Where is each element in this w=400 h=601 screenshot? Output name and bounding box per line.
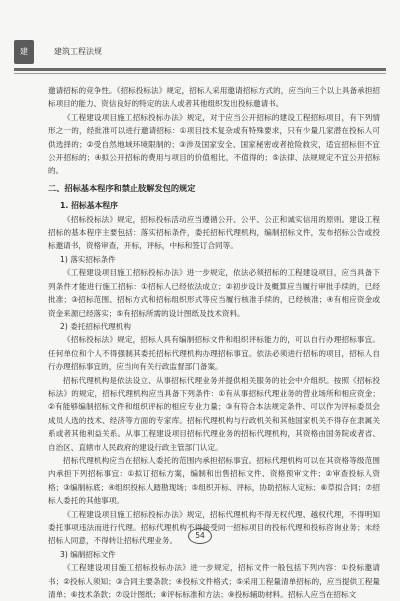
- paragraph: 招标代理机构应当在招标人委托的范围内承担招标事宜。招标代理机构可以在其资格等级范围内承担下列招标事宜：①拟订招标方案，编制和出售招标文件、资格预审文件；②审查投标人资格；③编制标底；④组织投标人踏勘现场；⑤组织开标、评标，协助招标人定标；⑥草拟合同；⑦招标人委托的其他事项。: [48, 455, 380, 506]
- page-body: [48, 84, 380, 601]
- paragraph: 招标代理机构是依法设立、从事招标代理业务并提供相关服务的社会中介组织。按照《招标投标法》的规定，招标代理机构应当具备下列条件：①有从事招标代理业务的营业场所和相应资金；②有能够编制招标文件和组织评标的相应专业力量；③有符合本法规定条件、可以作为评标委员会成员人选的技术、经济等方面的专家库。招标代理机构与行政机关和其他国家机关不得存在隶属关系或者其他利益关系。从事工程建设项目招标代理业务的招标代理机构，其资格由国务院或者省、自治区、直辖市人民政府的建设行政主管部门认定。: [48, 375, 380, 452]
- item-heading: 3) 编制招标文件: [60, 549, 116, 559]
- paragraph: 《工程建设项目施工招标投标办法》进一步规定，招标文件一般包括下列内容：①投标邀请书；②投标人须知；③合同主要条款；④投标文件格式；⑤采用工程量清单招标的，应当提供工程量清单；⑥技术条款；⑦设计图纸；⑧评标标准和方法；⑨投标辅助材料。招标人应当在招标文: [48, 563, 380, 600]
- item-heading: 2) 委托招标代理机构: [60, 321, 131, 331]
- paragraph: 《工程建设项目施工招标投标办法》进一步规定，依法必须招标的工程建设项目，应当具备下列条件才能进行施工招标：①招标人已经依法成立；②初步设计及概算应当履行审批手续的，已经批准；③招标范围、招标方式和招标组织形式等应当履行核准手续的，已经核准；④有相应资金或资金来源已经落实；⑤有招标所需的设计图纸及技术资料。: [48, 268, 380, 318]
- page-number: 54: [188, 528, 212, 544]
- page-header: [0, 40, 400, 74]
- item-heading: 1) 落实招标条件: [60, 254, 116, 264]
- book-title: 建筑工程法规: [54, 47, 102, 56]
- paragraph: 《招标投标法》规定，招标人具有编制招标文件和组织评标能力的，可以自行办理招标事宜。任何单位和个人不得强制其委托招标代理机构办理招标事宜。依法必须进行招标的项目，招标人自行办理招标事宜的，应当向有关行政监督部门备案。: [48, 335, 380, 372]
- paragraph: 《工程建设项目施工招标投标办法》规定，招标代理机构不得无权代理、越权代理，不得明知委托事项违法而进行代理。招标代理机构不得接受同一招标项目的投标代理和投标咨询业务；未经招标人同意，不得转让招标代理业务。: [48, 509, 380, 546]
- chapter-tab: 建: [14, 40, 34, 64]
- paragraph: 《招标投标法》规定，招标投标活动应当遵循公开、公平、公正和诚实信用的原则。建设工程招标的基本程序主要包括：落实招标条件，委托招标代理机构，编制招标文件，发布招标公告或投标邀请书，资格审查，开标，评标，中标和签订合同等。: [48, 214, 380, 251]
- paragraph: 邀请招标的竞争性。《招标投标法》规定，招标人采用邀请招标方式的，应当向三个以上具备承担招标项目的能力、资信良好的特定的法人或者其他组织发出投标邀请书。: [48, 86, 380, 109]
- header-rule-thin: [14, 73, 386, 74]
- section-heading: 二、招标基本程序和禁止肢解发包的规定: [48, 182, 196, 193]
- subsection-heading: 1. 招标基本程序: [60, 201, 118, 211]
- paragraph: 《工程建设项目施工招标投标办法》规定，对于应当公开招标的建设工程招标项目，有下列情形之一的，经批准可以进行邀请招标：①项目技术复杂或有特殊要求，只有少量几家潜在投标人可供选择的；②受自然地域环境限制的；③涉及国家安全、国家秘密或者抢险救灾，适宜招标但不宜公开招标的；④拟公开招标的费用与项目的价值相比，不值得的；⑤法律、法规规定不宜公开招标的。: [48, 112, 380, 176]
- header-rule-thick: [14, 68, 386, 71]
